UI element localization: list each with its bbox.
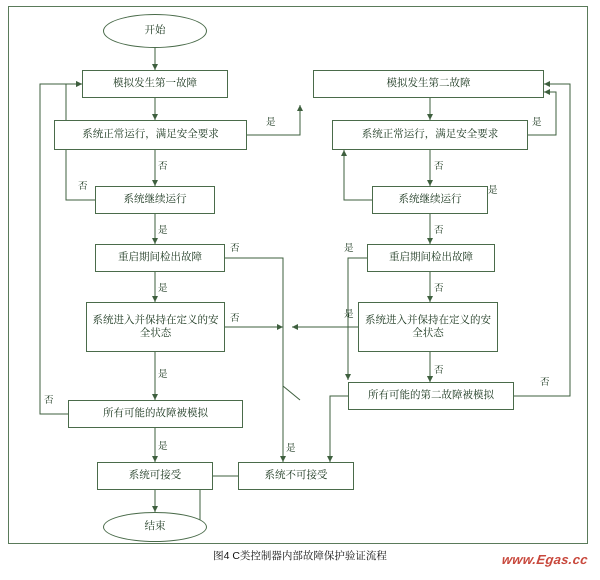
edge-label-no-safe1: 否: [230, 313, 240, 324]
node-system-unacceptable-label: 系统不可接受: [264, 469, 328, 482]
edge-label-yes-continue1: 是: [158, 225, 168, 236]
node-inject-fault-2[interactable]: [313, 70, 544, 98]
node-safe-state-2[interactable]: [358, 302, 498, 352]
node-restart-detect-2-label: 重启期间检出故障: [389, 251, 473, 264]
node-continue-run-2-label: 系统继续运行: [398, 193, 462, 206]
edge-label-no-restart1: 否: [230, 243, 240, 254]
node-system-acceptable[interactable]: [97, 462, 213, 490]
node-all-faults-simulated-1-label: 所有可能的故障被模拟: [103, 407, 208, 420]
node-start-label: 开始: [144, 24, 166, 37]
node-system-unacceptable[interactable]: [238, 462, 354, 490]
edge-label-no-restart2: 是: [344, 243, 354, 254]
edge-label-yes-restart2: 否: [434, 283, 444, 294]
edge-label-no-all1: 否: [44, 395, 54, 406]
node-safe-state-1-label: 系统进入并保持在定义的安全状态: [92, 313, 219, 339]
node-all-faults-simulated-2[interactable]: [348, 382, 514, 410]
edge-label-yes-normal2: 是: [532, 117, 542, 128]
edge-label-yes-all1: 是: [158, 441, 168, 452]
node-restart-detect-1[interactable]: [95, 244, 225, 272]
node-normal-run-1[interactable]: [54, 120, 247, 150]
figure-caption: 图4 C类控制器内部故障保护验证流程: [213, 550, 387, 562]
node-continue-run-1[interactable]: [95, 186, 215, 214]
edge-label-no-all2: 否: [540, 377, 550, 388]
node-start[interactable]: [103, 14, 207, 48]
edge-label-yes-reject: 是: [286, 443, 296, 454]
edge-label-no-safe2: 是: [344, 309, 354, 320]
edge-label-no-normal2: 否: [434, 161, 444, 172]
node-restart-detect-1-label: 重启期间检出故障: [118, 251, 202, 264]
node-inject-fault-2-label: 模拟发生第二故障: [386, 77, 471, 90]
node-end[interactable]: [103, 512, 207, 542]
node-continue-run-1-label: 系统继续运行: [123, 193, 187, 206]
watermark: www.Egas.cc: [501, 552, 590, 567]
node-inject-fault-1-label: 模拟发生第一故障: [113, 77, 197, 90]
edge-label-yes-restart1: 是: [158, 283, 168, 294]
edge-label-no-continue2: 是: [488, 185, 498, 196]
edge-label-yes-normal1: 是: [266, 117, 276, 128]
node-inject-fault-1[interactable]: [82, 70, 228, 98]
node-all-faults-simulated-1[interactable]: [68, 400, 243, 428]
edge-label-yes-safe1: 是: [158, 369, 168, 380]
node-end-label: 结束: [144, 520, 166, 533]
node-safe-state-1[interactable]: [86, 302, 225, 352]
node-normal-run-2[interactable]: [332, 120, 528, 150]
node-normal-run-2-label: 系统正常运行，满足安全要求: [361, 128, 499, 141]
node-restart-detect-2[interactable]: [367, 244, 495, 272]
edge-label-no-continue1: 否: [78, 181, 88, 192]
node-system-acceptable-label: 系统可接受: [128, 469, 182, 482]
edge-label-yes-safe2: 否: [434, 365, 444, 376]
node-normal-run-1-label: 系统正常运行，满足安全要求: [82, 128, 219, 141]
edge-label-no-normal1: 否: [158, 161, 168, 172]
node-safe-state-2-label: 系统进入并保持在定义的安全状态: [365, 313, 491, 339]
edge-label-yes-continue2: 否: [434, 225, 444, 236]
node-continue-run-2[interactable]: [372, 186, 488, 214]
node-all-faults-simulated-2-label: 所有可能的第二故障被模拟: [368, 389, 494, 402]
